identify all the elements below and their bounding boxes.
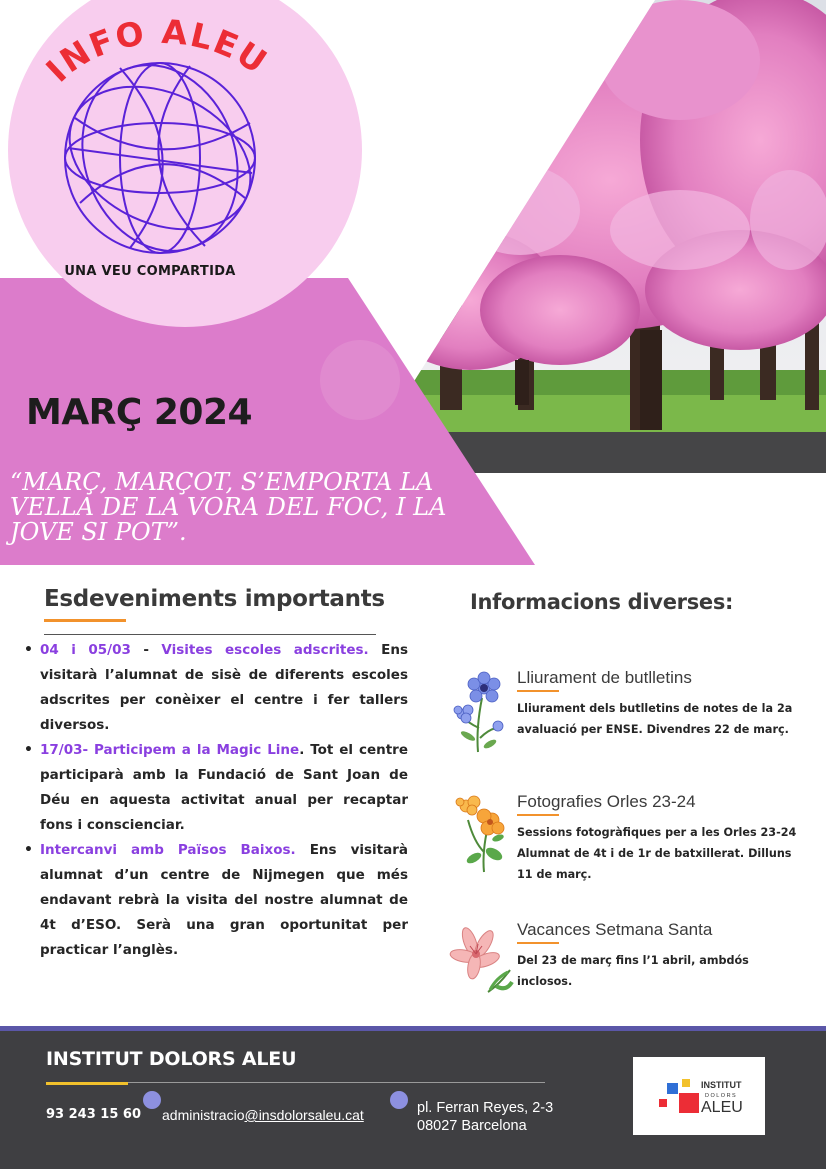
event-title: Visites escoles adscrites. (161, 642, 369, 658)
list-item (22, 738, 408, 838)
event-title: Intercanvi amb Països Baixos. (40, 842, 296, 858)
info-title: Informacions diverses: (470, 590, 734, 614)
quote: “MARÇ, MARÇOT, S’EMPORTA LA VELLA DE LA VORA DEL FOC, I LA JOVE SI POT”. (10, 468, 447, 546)
events-title-underline (44, 619, 126, 622)
event-text: . Tot el centre participarà amb la Fundació de Sant Joan de Déu en aquesta activitat anual per recaptar fons i conscienciar. (40, 742, 408, 833)
logo-title-text: INFO ALEU (38, 11, 276, 90)
svg-text:INSTITUT: INSTITUT (701, 1080, 742, 1090)
info-heading: Lliurament de butlletins (517, 668, 692, 687)
cornflower-icon (448, 668, 514, 754)
event-text: Ens visitarà alumnat d’un centre de Nijmegen que més endavant rebrà la visita del nostre alumnat de 4t d’ESO. Serà una gran oportunitat per practicar l’anglès. (40, 842, 408, 958)
svg-text:INFO ALEU (38, 12, 275, 90)
event-date: 04 i 05/03 (40, 642, 131, 658)
event-text: Ens visitarà l’alumnat de sisè de diferents escoles adscrites per conèixer el centre i fer tallers diversos. (40, 642, 408, 733)
events-title: Esdeveniments importants (44, 586, 385, 612)
heading-underline (517, 690, 559, 692)
lily-icon (448, 920, 514, 1006)
school-logo-icon (633, 1057, 765, 1135)
events-list (22, 638, 408, 963)
list-item: • 04 i 05/03 - Visites escoles adscrites. Ens visitarà l’alumnat de sisè de diferents escoles adscrites per conèixer el centre i fer tallers diversos. (22, 638, 408, 738)
email-link[interactable]: administracio@insdolorsaleu.cat (162, 1107, 364, 1123)
event-title: 17/03- Participem a la Magic Line (40, 742, 300, 758)
bullet-dot-icon (390, 1091, 408, 1109)
orange-flower-icon (448, 792, 514, 878)
cherry-blossom-photo (380, 0, 826, 432)
bullet-dot-icon (143, 1091, 161, 1109)
issue-month: MARÇ 2024 (26, 392, 253, 433)
list-item (22, 838, 408, 963)
svg-text:DOLORS: DOLORS (705, 1093, 738, 1099)
school-logo (633, 1057, 765, 1135)
info-body: Del 23 de març fins l’1 abril, ambdós inclosos. (517, 954, 749, 988)
info-body: Sessions fotogràfiques per a les Orles 23-24 Alumnat de 4t i de 1r de batxillerat. Dilluns 11 de març. (517, 826, 797, 881)
info-body: Lliurament dels butlletins de notes de la 2a avaluació per ENSE. Divendres 22 de març. (517, 702, 793, 736)
divider (44, 634, 376, 635)
info-heading: Fotografies Orles 23-24 (517, 792, 696, 811)
svg-text:ALEU: ALEU (701, 1099, 743, 1116)
info-heading: Vacances Setmana Santa (517, 920, 713, 939)
address: pl. Ferran Reyes, 2-3 08027 Barcelona (417, 1100, 554, 1134)
phone-number: 93 243 15 60 (46, 1107, 141, 1122)
heading-underline (517, 942, 559, 944)
heading-underline (517, 814, 559, 816)
divider (128, 1082, 545, 1083)
tagline: UNA VEU COMPARTIDA (64, 264, 236, 279)
footer-underline (46, 1082, 128, 1085)
info-aleu-logo (20, 8, 300, 258)
school-name: INSTITUT DOLORS ALEU (46, 1048, 297, 1070)
